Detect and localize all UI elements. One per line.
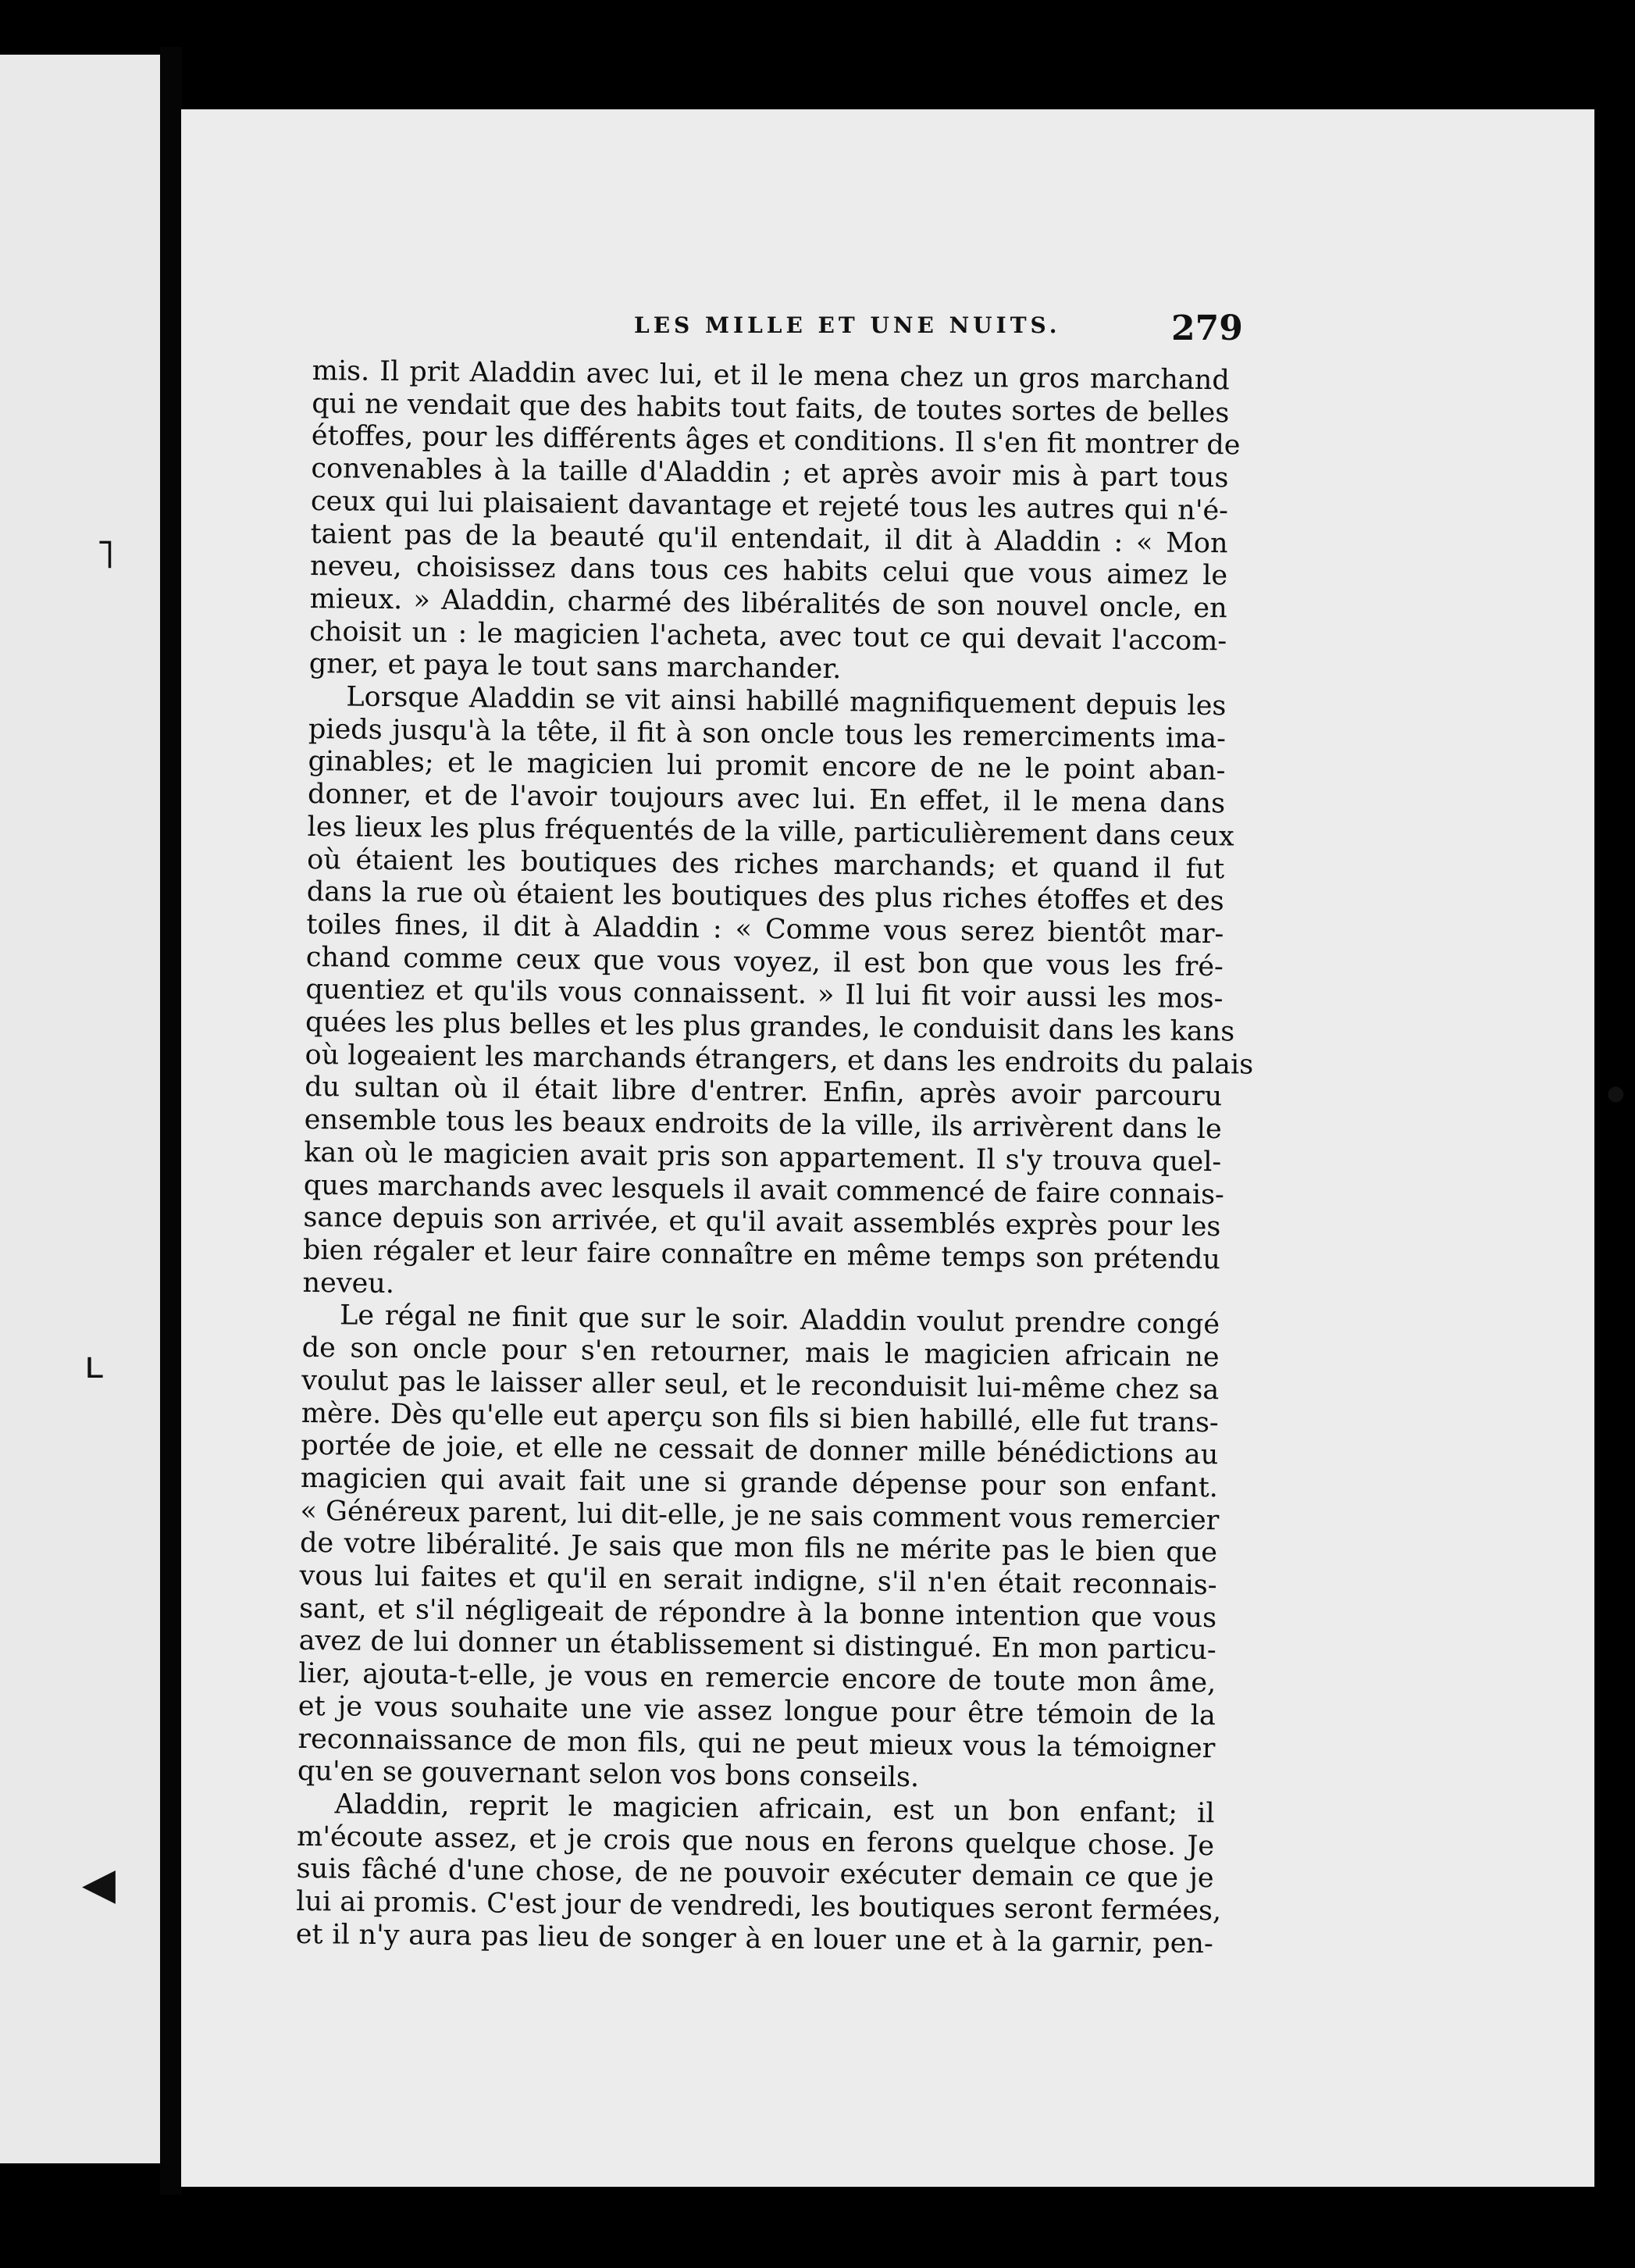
left-page-edge bbox=[0, 55, 160, 2163]
text-line: reconnaissance de mon fils, qui ne peut mieux vous la témoigner bbox=[297, 1723, 1216, 1764]
text-line: avez de lui donner un établissement si distingué. En mon particu- bbox=[298, 1625, 1216, 1667]
text-line: ensemble tous les beaux endroits de la ville, ils arrivèrent dans le bbox=[304, 1104, 1222, 1146]
text-line: de son oncle pour s'en retourner, mais le magicien africain ne bbox=[301, 1332, 1220, 1374]
text-line: les lieux les plus fréquentés de la ville, particulièrement dans ceux bbox=[307, 811, 1234, 853]
text-line: gner, et paya le tout sans marchander. bbox=[308, 648, 842, 686]
text-line: sant, et s'il négligeait de répondre à la bonne intention que vous bbox=[298, 1592, 1217, 1634]
text-line: lui ai promis. C'est jour de vendredi, les boutiques seront fermées, bbox=[296, 1885, 1222, 1927]
text-line: du sultan où il était libre d'entrer. Enfin, après avoir parcouru bbox=[304, 1072, 1223, 1113]
text-line: pieds jusqu'à la tête, il fit à son oncle tous les remerciments ima- bbox=[308, 713, 1227, 755]
text-line: taient pas de la beauté qu'il entendait, il dit à Aladdin : « Mon bbox=[310, 518, 1228, 559]
text-line: Le régal ne finit que sur le soir. Aladdin voulut prendre congé bbox=[339, 1300, 1220, 1341]
text-line: qui ne vendait que des habits tout faits, de toutes sortes de belles bbox=[312, 387, 1230, 430]
margin-mark: ● bbox=[1607, 1082, 1625, 1105]
text-line: qu'en se gouvernant selon vos bons conseils. bbox=[297, 1756, 920, 1794]
text-line: mère. Dès qu'elle eut aperçu son fils si bien habillé, elle fut trans- bbox=[301, 1397, 1219, 1439]
text-line: et je vous souhaite une vie assez longue pour être témoin de la bbox=[297, 1690, 1216, 1732]
text-line: suis fâché d'une chose, de ne pouvoir exécuter demain ce que je bbox=[296, 1853, 1214, 1895]
text-line: choisit un : le magicien l'acheta, avec tout ce qui devait l'accom- bbox=[309, 615, 1227, 657]
text-line: convenables à la taille d'Aladdin ; et après avoir mis à part tous bbox=[311, 453, 1229, 494]
text-line: neveu, choisissez dans tous ces habits celui que vous aimez le bbox=[309, 551, 1228, 592]
text-line: dans la rue où étaient les boutiques des plus riches étoffes et des bbox=[306, 876, 1224, 918]
margin-mark: ◀ bbox=[82, 1859, 116, 1910]
text-line: kan où le magicien avait pris son appartement. Il s'y trouva quel- bbox=[304, 1136, 1222, 1179]
text-line: toiles fines, il dit à Aladdin : « Comme vous serez bientôt mar- bbox=[306, 908, 1224, 950]
text-line: quentiez et qu'ils vous connaissent. » Il lui fit voir aussi les mos- bbox=[305, 974, 1224, 1015]
book-spine bbox=[160, 47, 182, 2195]
text-line: quées les plus belles et les plus grandes, le conduisit dans les kans bbox=[305, 1007, 1235, 1048]
text-line: magicien qui avait fait une si grande dépense pour son enfant. bbox=[300, 1462, 1219, 1504]
running-header: LES MILLE ET UNE NUITS. bbox=[634, 312, 1061, 338]
text-line: ques marchands avec lesquels il avait commencé de faire connais- bbox=[303, 1169, 1225, 1211]
margin-mark: ˥ bbox=[95, 531, 116, 578]
text-line: mis. Il prit Aladdin avec lui, et il le mena chez un gros marchand bbox=[312, 355, 1230, 397]
text-line: m'écoute assez, et je crois que nous en ferons quelque chose. Je bbox=[296, 1820, 1215, 1862]
text-line: lier, ajouta-t-elle, je vous en remercie encore de toute mon âme, bbox=[298, 1658, 1216, 1699]
text-line: Aladdin, reprit le magicien africain, est un bon enfant; il bbox=[334, 1788, 1215, 1830]
text-line: étoffes, pour les différents âges et conditions. Il s'en fit montrer de bbox=[311, 420, 1241, 462]
text-line: où logeaient les marchands étrangers, et dans les endroits du palais bbox=[305, 1039, 1254, 1081]
text-line: « Généreux parent, lui dit-elle, je ne sais comment vous remercier bbox=[300, 1495, 1220, 1536]
text-line: Lorsque Aladdin se vit ainsi habillé magnifiquement depuis les bbox=[346, 681, 1227, 722]
text-line: et il n'y aura pas lieu de songer à en louer une et à la garnir, pen- bbox=[295, 1918, 1213, 1960]
text-line: sance depuis son arrivée, et qu'il avait assemblés exprès pour les bbox=[303, 1202, 1221, 1243]
text-line: donner, et de l'avoir toujours avec lui. En effet, il le mena dans bbox=[307, 779, 1226, 820]
text-line: neveu. bbox=[302, 1267, 395, 1300]
text-line: bien régaler et leur faire connaître en même temps son prétendu bbox=[302, 1234, 1221, 1276]
text-line: de votre libéralité. Je sais que mon fils ne mérite pas le bien que bbox=[299, 1528, 1218, 1569]
text-line: portée de joie, et elle ne cessait de donner mille bénédictions au bbox=[301, 1430, 1219, 1471]
page-number: 279 bbox=[1171, 308, 1243, 348]
text-line: où étaient les boutiques des riches marchands; et quand il fut bbox=[307, 843, 1225, 885]
body-text bbox=[295, 355, 1254, 1961]
text-line: voulut pas le laisser aller seul, et le reconduisit lui-même chez sa bbox=[301, 1364, 1220, 1407]
text-line: chand comme ceux que vous voyez, il est bon que vous les fré- bbox=[305, 941, 1224, 982]
text-line: ginables; et le magicien lui promit encore de ne le point aban- bbox=[308, 746, 1226, 787]
text-line: ceux qui lui plaisaient davantage et rejeté tous les autres qui n'é- bbox=[310, 485, 1229, 527]
text-line: mieux. » Aladdin, charmé des libéralités de son nouvel oncle, en bbox=[309, 583, 1227, 625]
margin-mark: ʟ bbox=[84, 1343, 104, 1387]
text-line: vous lui faites et qu'il en serait indigne, s'il n'en était reconnais- bbox=[299, 1560, 1217, 1602]
